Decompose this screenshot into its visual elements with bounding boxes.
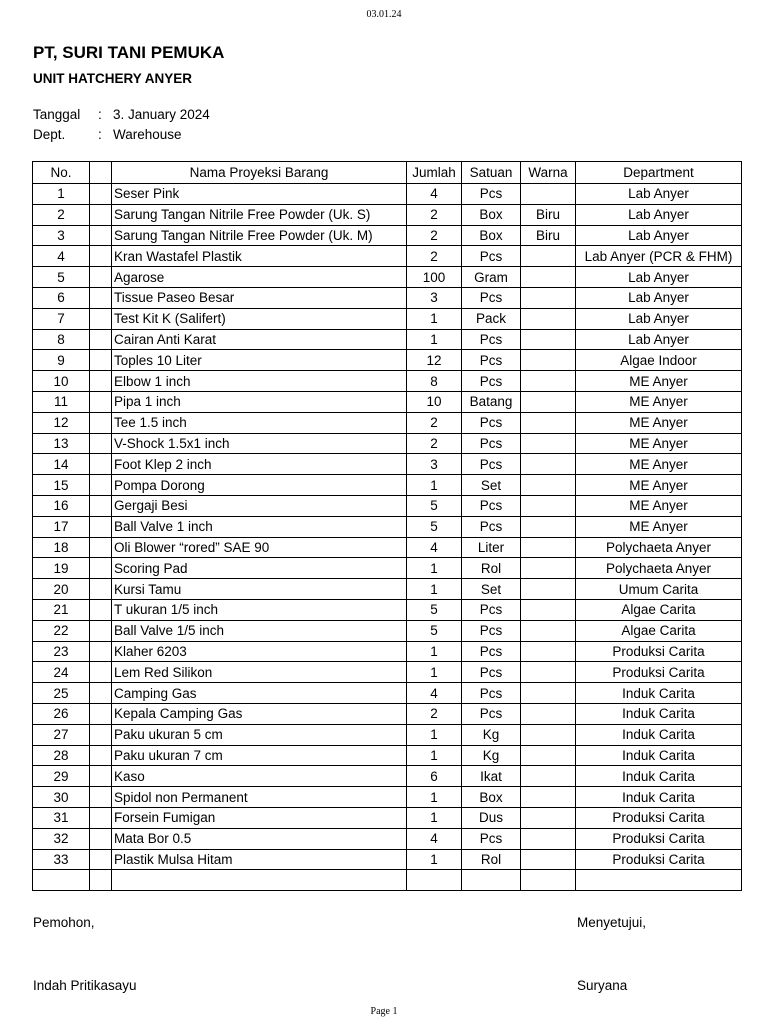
requester-name: Indah Pritikasayu [33,978,137,993]
cell-item-name [112,870,407,891]
cell-no: 20 [33,579,90,600]
table-row [33,787,742,808]
cell-no: 13 [33,433,90,454]
table-row [33,703,742,724]
table-row [33,308,742,329]
cell-department: ME Anyer [576,433,742,454]
cell-item-name: Seser Pink [112,184,407,205]
cell-no: 2 [33,204,90,225]
cell-quantity: 6 [407,766,462,787]
table-row [33,267,742,288]
cell-color [521,620,576,641]
cell-color [521,184,576,205]
cell-quantity: 5 [407,495,462,516]
date-label: Tanggal [33,107,81,122]
cell-no: 10 [33,371,90,392]
cell-department: Induk Carita [576,787,742,808]
cell-quantity [407,870,462,891]
cell-department: Produksi Carita [576,807,742,828]
cell-item-name: Pompa Dorong [112,475,407,496]
cell-blank [90,454,112,475]
cell-blank [90,391,112,412]
cell-quantity: 4 [407,683,462,704]
cell-item-name: Sarung Tangan Nitrile Free Powder (Uk. M) [112,225,407,246]
table-row [33,620,742,641]
meta-block [33,107,433,147]
table-row [33,287,742,308]
table-row [33,766,742,787]
cell-unit: Set [462,475,521,496]
cell-blank [90,371,112,392]
cell-quantity: 1 [407,641,462,662]
cell-item-name: Tissue Paseo Besar [112,287,407,308]
cell-color [521,579,576,600]
cell-no: 29 [33,766,90,787]
print-date: 03.01.24 [366,9,402,20]
cell-color [521,454,576,475]
cell-department: Polychaeta Anyer [576,537,742,558]
cell-no: 12 [33,412,90,433]
cell-quantity: 1 [407,849,462,870]
cell-color [521,662,576,683]
cell-unit: Dus [462,807,521,828]
cell-color [521,495,576,516]
table-row [33,641,742,662]
cell-unit: Pcs [462,412,521,433]
cell-blank [90,599,112,620]
cell-department: Lab Anyer [576,204,742,225]
cell-no: 28 [33,745,90,766]
cell-color [521,849,576,870]
cell-blank [90,745,112,766]
cell-quantity: 1 [407,308,462,329]
cell-blank [90,579,112,600]
table-row [33,662,742,683]
cell-unit: Pcs [462,433,521,454]
cell-color [521,433,576,454]
cell-no: 33 [33,849,90,870]
table-row [33,683,742,704]
cell-item-name: Kaso [112,766,407,787]
cell-department: ME Anyer [576,371,742,392]
cell-color: Biru [521,204,576,225]
table-body [33,184,742,891]
cell-blank [90,184,112,205]
cell-item-name: Spidol non Permanent [112,787,407,808]
cell-item-name: Mata Bor 0.5 [112,828,407,849]
cell-no: 21 [33,599,90,620]
cell-quantity: 1 [407,475,462,496]
cell-quantity: 1 [407,329,462,350]
cell-unit: Kg [462,745,521,766]
cell-no: 25 [33,683,90,704]
cell-unit: Pack [462,308,521,329]
cell-department: Lab Anyer [576,184,742,205]
cell-color [521,787,576,808]
cell-no: 15 [33,475,90,496]
cell-blank [90,433,112,454]
cell-item-name: V-Shock 1.5x1 inch [112,433,407,454]
cell-unit: Rol [462,558,521,579]
cell-quantity: 1 [407,787,462,808]
cell-unit: Pcs [462,662,521,683]
cell-unit: Pcs [462,371,521,392]
cell-blank [90,225,112,246]
dept-separator: : [98,127,102,142]
cell-blank [90,246,112,267]
cell-no: 19 [33,558,90,579]
cell-no [33,870,90,891]
cell-no: 16 [33,495,90,516]
table-row [33,724,742,745]
unit-name: UNIT HATCHERY ANYER [33,71,193,86]
cell-department: ME Anyer [576,391,742,412]
cell-quantity: 2 [407,204,462,225]
cell-color [521,766,576,787]
cell-color [521,350,576,371]
requester-label: Pemohon, [33,915,95,930]
cell-item-name: Kran Wastafel Plastik [112,246,407,267]
cell-blank [90,828,112,849]
cell-item-name: Plastik Mulsa Hitam [112,849,407,870]
cell-no: 5 [33,267,90,288]
cell-quantity: 1 [407,745,462,766]
cell-no: 32 [33,828,90,849]
cell-color [521,724,576,745]
cell-item-name: Gergaji Besi [112,495,407,516]
header-quantity: Jumlah [407,162,462,184]
table-row [33,412,742,433]
cell-color [521,828,576,849]
cell-item-name: Ball Valve 1 inch [112,516,407,537]
meta-date-row [33,107,433,127]
items-table [32,161,742,891]
cell-color [521,516,576,537]
cell-quantity: 1 [407,558,462,579]
cell-quantity: 4 [407,828,462,849]
cell-color [521,391,576,412]
cell-department: ME Anyer [576,454,742,475]
cell-quantity: 2 [407,225,462,246]
cell-item-name: Test Kit K (Salifert) [112,308,407,329]
date-separator: : [98,107,102,122]
cell-quantity: 100 [407,267,462,288]
header-no: No. [33,162,90,184]
cell-blank [90,475,112,496]
cell-blank [90,495,112,516]
cell-blank [90,766,112,787]
table-row [33,454,742,475]
table-row [33,579,742,600]
cell-no: 11 [33,391,90,412]
cell-quantity: 2 [407,412,462,433]
cell-item-name: Tee 1.5 inch [112,412,407,433]
cell-department: Produksi Carita [576,641,742,662]
company-name: PT, SURI TANI PEMUKA [33,43,225,62]
cell-unit: Pcs [462,350,521,371]
cell-unit: Liter [462,537,521,558]
cell-item-name: Elbow 1 inch [112,371,407,392]
cell-quantity: 1 [407,807,462,828]
cell-item-name: Klaher 6203 [112,641,407,662]
cell-department: ME Anyer [576,475,742,496]
cell-quantity: 1 [407,662,462,683]
cell-no: 18 [33,537,90,558]
table-row [33,849,742,870]
cell-department: ME Anyer [576,495,742,516]
cell-color [521,558,576,579]
cell-color [521,807,576,828]
header-item-name: Nama Proyeksi Barang [112,162,407,184]
cell-quantity: 3 [407,454,462,475]
cell-quantity: 10 [407,391,462,412]
cell-color [521,537,576,558]
table-row [33,537,742,558]
cell-blank [90,724,112,745]
cell-no: 26 [33,703,90,724]
cell-item-name: Forsein Fumigan [112,807,407,828]
cell-department: Lab Anyer [576,308,742,329]
cell-unit: Set [462,579,521,600]
cell-department: Lab Anyer [576,225,742,246]
header-department: Department [576,162,742,184]
table-row [33,433,742,454]
cell-no: 14 [33,454,90,475]
cell-unit: Pcs [462,516,521,537]
cell-department: Polychaeta Anyer [576,558,742,579]
table-row [33,870,742,891]
table-row [33,599,742,620]
cell-blank [90,516,112,537]
cell-blank [90,329,112,350]
meta-dept-row [33,127,433,147]
cell-department: ME Anyer [576,516,742,537]
cell-blank [90,412,112,433]
cell-color: Biru [521,225,576,246]
table-row [33,246,742,267]
table-row [33,807,742,828]
table-row [33,225,742,246]
cell-blank [90,641,112,662]
table-header-row [33,162,742,184]
cell-unit: Box [462,787,521,808]
cell-quantity: 2 [407,433,462,454]
cell-color [521,703,576,724]
dept-label: Dept. [33,127,66,142]
cell-quantity: 2 [407,246,462,267]
cell-color [521,371,576,392]
header-blank [90,162,112,184]
cell-unit: Pcs [462,287,521,308]
cell-color [521,329,576,350]
cell-unit: Pcs [462,246,521,267]
cell-blank [90,662,112,683]
approver-name: Suryana [577,978,628,993]
table-row [33,204,742,225]
cell-quantity: 1 [407,724,462,745]
cell-department: Lab Anyer [576,329,742,350]
cell-no: 22 [33,620,90,641]
table-row [33,391,742,412]
cell-color [521,745,576,766]
cell-unit: Pcs [462,641,521,662]
cell-item-name: Paku ukuran 5 cm [112,724,407,745]
cell-unit: Pcs [462,599,521,620]
cell-department: Algae Indoor [576,350,742,371]
cell-quantity: 8 [407,371,462,392]
cell-department: Induk Carita [576,683,742,704]
cell-unit: Pcs [462,454,521,475]
cell-no: 8 [33,329,90,350]
table-row [33,184,742,205]
cell-no: 27 [33,724,90,745]
cell-unit: Pcs [462,495,521,516]
cell-blank [90,308,112,329]
date-value: 3. January 2024 [113,107,210,122]
cell-item-name: Scoring Pad [112,558,407,579]
cell-department: Algae Carita [576,620,742,641]
cell-department: ME Anyer [576,412,742,433]
approver-label: Menyetujui, [577,915,647,930]
cell-blank [90,350,112,371]
cell-department: Lab Anyer [576,267,742,288]
cell-item-name: Sarung Tangan Nitrile Free Powder (Uk. S) [112,204,407,225]
cell-unit: Pcs [462,184,521,205]
cell-no: 30 [33,787,90,808]
cell-color [521,641,576,662]
cell-department: Induk Carita [576,745,742,766]
cell-color [521,599,576,620]
page-number: Page 1 [370,1006,398,1017]
table-row [33,745,742,766]
cell-quantity: 5 [407,620,462,641]
table-row [33,828,742,849]
cell-color [521,870,576,891]
table-row [33,516,742,537]
cell-item-name: Kursi Tamu [112,579,407,600]
cell-item-name: Paku ukuran 7 cm [112,745,407,766]
cell-quantity: 4 [407,184,462,205]
cell-item-name: T ukuran 1/5 inch [112,599,407,620]
cell-item-name: Cairan Anti Karat [112,329,407,350]
cell-quantity: 1 [407,579,462,600]
table-row [33,558,742,579]
cell-quantity: 2 [407,703,462,724]
cell-color [521,683,576,704]
cell-department: Induk Carita [576,724,742,745]
cell-quantity: 3 [407,287,462,308]
cell-color [521,412,576,433]
cell-blank [90,849,112,870]
cell-no: 4 [33,246,90,267]
cell-unit: Gram [462,267,521,288]
table-row [33,329,742,350]
cell-blank [90,870,112,891]
cell-color [521,287,576,308]
cell-no: 31 [33,807,90,828]
cell-quantity: 12 [407,350,462,371]
cell-blank [90,558,112,579]
header-color: Warna [521,162,576,184]
cell-quantity: 5 [407,599,462,620]
dept-value: Warehouse [113,127,182,142]
header-unit: Satuan [462,162,521,184]
cell-unit: Pcs [462,620,521,641]
table-row [33,475,742,496]
cell-department: Lab Anyer [576,287,742,308]
cell-unit: Pcs [462,329,521,350]
cell-item-name: Foot Klep 2 inch [112,454,407,475]
cell-unit [462,870,521,891]
cell-blank [90,537,112,558]
cell-blank [90,787,112,808]
cell-unit: Ikat [462,766,521,787]
cell-item-name: Pipa 1 inch [112,391,407,412]
cell-unit: Batang [462,391,521,412]
cell-no: 17 [33,516,90,537]
cell-item-name: Oli Blower “rored” SAE 90 [112,537,407,558]
table-row [33,495,742,516]
cell-quantity: 4 [407,537,462,558]
cell-color [521,246,576,267]
cell-unit: Kg [462,724,521,745]
cell-unit: Box [462,204,521,225]
cell-department: Produksi Carita [576,662,742,683]
cell-unit: Box [462,225,521,246]
cell-color [521,308,576,329]
cell-unit: Pcs [462,828,521,849]
cell-unit: Pcs [462,683,521,704]
cell-department: Algae Carita [576,599,742,620]
cell-item-name: Ball Valve 1/5 inch [112,620,407,641]
cell-blank [90,204,112,225]
cell-item-name: Lem Red Silikon [112,662,407,683]
table-row [33,350,742,371]
cell-no: 6 [33,287,90,308]
cell-no: 1 [33,184,90,205]
cell-department: Induk Carita [576,703,742,724]
cell-department: Induk Carita [576,766,742,787]
cell-no: 9 [33,350,90,371]
cell-item-name: Camping Gas [112,683,407,704]
cell-department: Lab Anyer (PCR & FHM) [576,246,742,267]
cell-no: 23 [33,641,90,662]
cell-no: 3 [33,225,90,246]
cell-blank [90,807,112,828]
cell-department: Umum Carita [576,579,742,600]
cell-unit: Rol [462,849,521,870]
cell-color [521,475,576,496]
cell-blank [90,287,112,308]
cell-blank [90,620,112,641]
table-row [33,371,742,392]
cell-quantity: 5 [407,516,462,537]
cell-no: 7 [33,308,90,329]
cell-department: Produksi Carita [576,849,742,870]
cell-blank [90,267,112,288]
cell-department [576,870,742,891]
cell-item-name: Kepala Camping Gas [112,703,407,724]
cell-item-name: Agarose [112,267,407,288]
cell-color [521,267,576,288]
cell-blank [90,683,112,704]
cell-blank [90,703,112,724]
cell-department: Produksi Carita [576,828,742,849]
cell-item-name: Toples 10 Liter [112,350,407,371]
cell-unit: Pcs [462,703,521,724]
cell-no: 24 [33,662,90,683]
